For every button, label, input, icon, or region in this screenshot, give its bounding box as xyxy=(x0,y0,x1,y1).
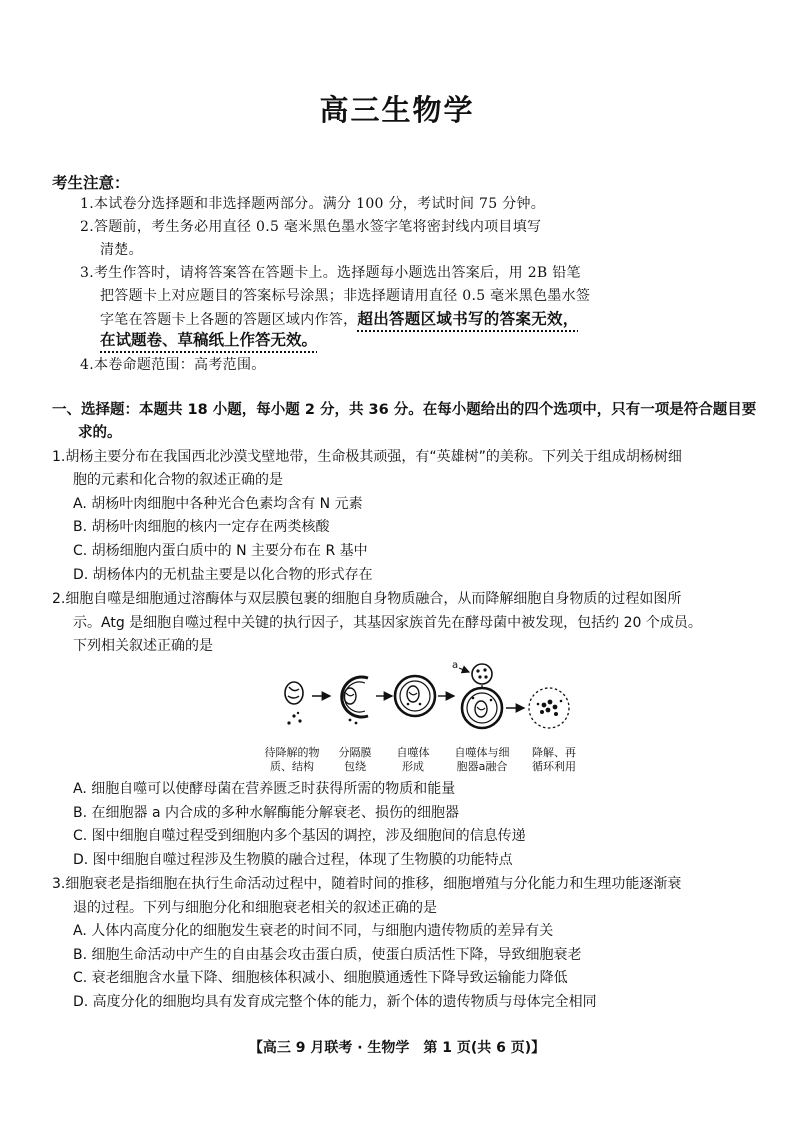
stage-2-isolation-membrane xyxy=(342,677,368,724)
q1-option-a: A. 胡杨叶肉细胞中各种光合色素均含有 N 元素 xyxy=(73,496,363,512)
q1-stem-line-2: 胞的元素和化合物的叙述正确的是 xyxy=(73,472,283,488)
q2-option-a: A. 细胞自噬可以使酵母菌在营养匮乏时获得所需的物质和能量 xyxy=(73,781,456,797)
q1-option-b: B. 胡杨叶肉细胞的核内一定存在两类核酸 xyxy=(73,519,330,535)
caption-stage-4-line-1: 自噬体与细 xyxy=(454,746,510,759)
caption-stage-3 xyxy=(386,746,440,774)
q1-option-d: D. 胡杨体内的无机盐主要是以化合物的形式存在 xyxy=(73,567,373,583)
q2-option-d: D. 图中细胞自噬过程涉及生物膜的融合过程，体现了生物膜的功能特点 xyxy=(73,852,513,868)
section-1-heading-line-1: 一、选择题：本题共 18 小题，每小题 2 分，共 36 分。在每小题给出的四个选项中，只有一项是符合题目要 xyxy=(52,402,757,418)
q2-stem-line-2: 示。Atg 是细胞自噬过程中关键的执行因子，其基因家族首先在酵母菌中被发现，包括约 20 个成员。 xyxy=(73,615,702,631)
section-1-heading-line-2: 求的。 xyxy=(78,425,122,441)
stage-5-degradation xyxy=(529,688,569,728)
q3-option-b: B. 细胞生命活动中产生的自由基会攻击蛋白质，使蛋白质活性下降，导致细胞衰老 xyxy=(73,947,582,963)
q3-option-c: C. 衰老细胞含水量下降、细胞核体积减小、细胞膜通透性下降导致运输能力降低 xyxy=(73,970,568,986)
q3-stem-line-2: 退的过程。下列与细胞分化和细胞衰老相关的叙述正确的是 xyxy=(73,900,437,916)
q2-option-c: C. 图中细胞自噬过程受到细胞内多个基因的调控，涉及细胞间的信息传递 xyxy=(73,828,526,844)
q2-stem-line-3: 下列相关叙述正确的是 xyxy=(73,638,213,654)
caption-stage-2-line-1: 分隔膜 xyxy=(338,746,372,759)
caption-stage-4 xyxy=(444,746,520,774)
q3-stem-line-1: 3.细胞衰老是指细胞在执行生命活动过程中，随着时间的推移，细胞增殖与分化能力和生理功能逐渐衰 xyxy=(52,876,682,892)
caption-stage-4-line-2: 胞器a融合 xyxy=(456,760,508,773)
q3-option-d: D. 高度分化的细胞均具有发育成完整个体的能力，新个体的遗传物质与母体完全相同 xyxy=(73,994,597,1010)
caption-stage-5-line-1: 降解、再 xyxy=(532,746,576,759)
notice-emphasis-2: 在试题卷、草稿纸上作答无效。 xyxy=(100,331,318,349)
notice-item-4: 4.本卷命题范围：高考范围。 xyxy=(80,357,266,373)
notice-item-3-line-1: 3.考生作答时，请将答案答在答题卡上。选择题每小题选出答案后，用 2B 铅笔 xyxy=(80,265,581,281)
caption-stage-3-line-2: 形成 xyxy=(402,760,424,773)
notice-item-3-line-2: 把答题卡上对应题目的答案标号涂黑；非选择题请用直径 0.5 毫米黑色墨水签 xyxy=(100,288,591,304)
notice-heading: 考生注意： xyxy=(52,174,130,192)
q1-stem-line-1: 1.胡杨主要分布在我国西北沙漠戈壁地带，生命极其顽强，有“英雄树”的美称。下列关于组成胡杨树细 xyxy=(52,449,682,465)
q2-stem-line-1: 2.细胞自噬是细胞通过溶酶体与双层膜包裹的细胞自身物质融合，从而降解细胞自身物质的过程如图所 xyxy=(52,591,682,607)
stage-3-autophagosome xyxy=(395,676,435,716)
notice-item-2-line-1: 2.答题前，考生务必用直径 0.5 毫米黑色墨水签字笔将密封线内项目填写 xyxy=(80,219,542,235)
notice-item-1: 1.本试卷分选择题和非选择题两部分。满分 100 分，考试时间 75 分钟。 xyxy=(80,196,546,212)
caption-stage-2 xyxy=(328,746,382,774)
caption-stage-1-line-1: 待降解的物 xyxy=(264,746,320,759)
organelle-a-label: a xyxy=(452,660,459,671)
caption-stage-3-line-1: 自噬体 xyxy=(396,746,430,759)
notice-item-2-line-2: 清楚。 xyxy=(100,242,143,258)
q3-option-a: A. 人体内高度分化的细胞发生衰老的时间不同，与细胞内遗传物质的差异有关 xyxy=(73,923,554,939)
caption-stage-5-line-2: 循环利用 xyxy=(532,760,576,773)
caption-stage-1-line-2: 质、结构 xyxy=(270,760,314,773)
notice-item-3-line-3 xyxy=(100,307,579,329)
q1-option-c: C. 胡杨细胞内蛋白质中的 N 主要分布在 R 基中 xyxy=(73,543,368,559)
autophagy-diagram xyxy=(270,656,580,746)
caption-stage-2-line-2: 包绕 xyxy=(344,760,366,773)
caption-stage-5 xyxy=(522,746,586,774)
caption-stage-1 xyxy=(254,746,330,774)
stage-1-material xyxy=(285,682,303,725)
notice-emphasis-1: 超出答题区域书写的答案无效， xyxy=(357,310,579,328)
notice-item-3-line-3-text: 字笔在答题卡上各题的答题区域内作答， xyxy=(100,312,358,328)
stage-4-fusion xyxy=(452,660,502,728)
page-title: 高三生物学 xyxy=(319,93,475,127)
q2-option-b: B. 在细胞器 a 内合成的多种水解酶能分解衰老、损伤的细胞器 xyxy=(73,805,459,821)
page-footer: 【高三 9 月联考 · 生物学 第 1 页(共 6 页)】 xyxy=(248,1040,546,1056)
